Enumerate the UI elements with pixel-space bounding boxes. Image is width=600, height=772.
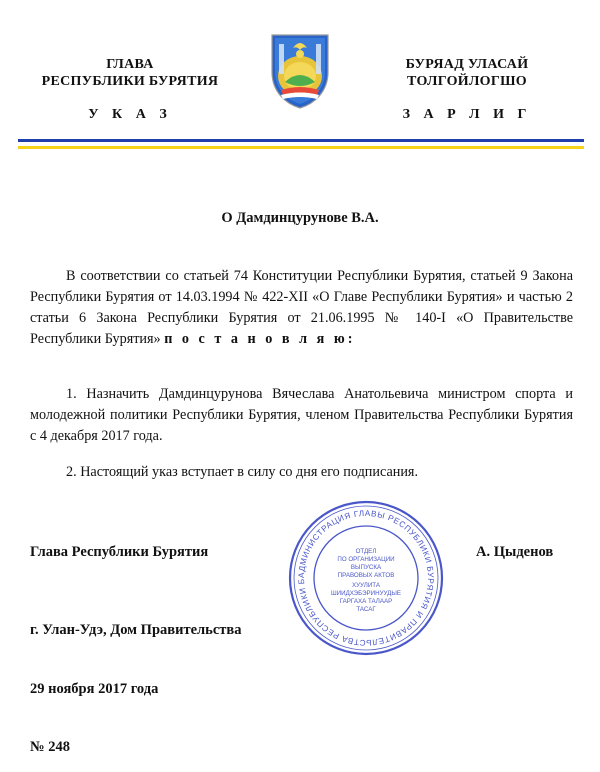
stamp-line: ПРАВОВЫХ АКТОВ [337, 572, 395, 579]
stamp-line: ГАРГАХА ТАЛААР [339, 598, 393, 605]
coat-of-arms-icon [269, 32, 331, 110]
decree-item-1: 1. Назначить Дамдинцурунова Вячеслава Анатольевича министром спорта и молодежной политики Республики Бурятия, членом Правительства Республики Бурятия с 4 декабря 2017 года. [30, 386, 573, 444]
official-stamp [286, 498, 446, 658]
stamp-line: ХУУЛИТА [352, 582, 380, 589]
header-left-line1: ГЛАВА [106, 57, 154, 72]
stamp-line: ШИИДХЭБЭРИНУУДЫЕ [331, 590, 401, 597]
header-right [352, 56, 582, 123]
stamp-line: ОТДЕЛ [355, 548, 377, 555]
issue-place: г. Улан-Удэ, Дом Правительства [30, 622, 242, 638]
stamp-seal-icon [286, 498, 446, 658]
stamp-ring-text: АДМИНИСТРАЦИЯ ГЛАВЫ РЕСПУБЛИКИ БУРЯТИЯ И ПРАВИТЕЛЬСТВА РЕСПУБЛИКИ Б [296, 508, 436, 648]
stamp-line: ВЫПУСКА [350, 564, 382, 571]
preamble-text: В соответствии со статьей 74 Конституции Республики Бурятия, статьей 9 Закона Республики Бурятия от 14.03.1994 № 422-XII «О Главе Республики Бурятия» и частью 2 статьи 6 Закона Республики Бурятия от 21.06.1995 № 140-I «О Правительстве Республики Бурятия» [30, 268, 573, 347]
document-title: О Дамдинцурунове В.А. [221, 210, 379, 226]
header-left-line2: РЕСПУБЛИКИ БУРЯТИЯ [41, 74, 219, 89]
stamp-line: ПО ОРГАНИЗАЦИИ [337, 556, 395, 563]
header-rule-blue [18, 139, 584, 142]
issue-date: 29 ноября 2017 года [30, 681, 159, 697]
header-rule-yellow [18, 146, 584, 149]
doc-type-ukaz: У К А З [88, 107, 172, 122]
decree-word: п о с т а н о в л я ю: [164, 331, 356, 347]
signature-position: Глава Республики Бурятия [30, 544, 209, 560]
header-right-line1: БУРЯАД УЛАСАЙ [405, 57, 529, 72]
header-left [20, 56, 240, 123]
signature-name: А. Цыденов [476, 544, 554, 560]
header-right-line2: ТОЛГОЙЛОГШО [407, 74, 527, 89]
decree-item-2: 2. Настоящий указ вступает в силу со дня его подписания. [66, 464, 419, 480]
preamble [30, 266, 573, 350]
doc-type-zarlig: З А Р Л И Г [402, 107, 532, 122]
stamp-line: ТАСАГ [356, 606, 376, 613]
decree-number: № 248 [30, 739, 70, 755]
